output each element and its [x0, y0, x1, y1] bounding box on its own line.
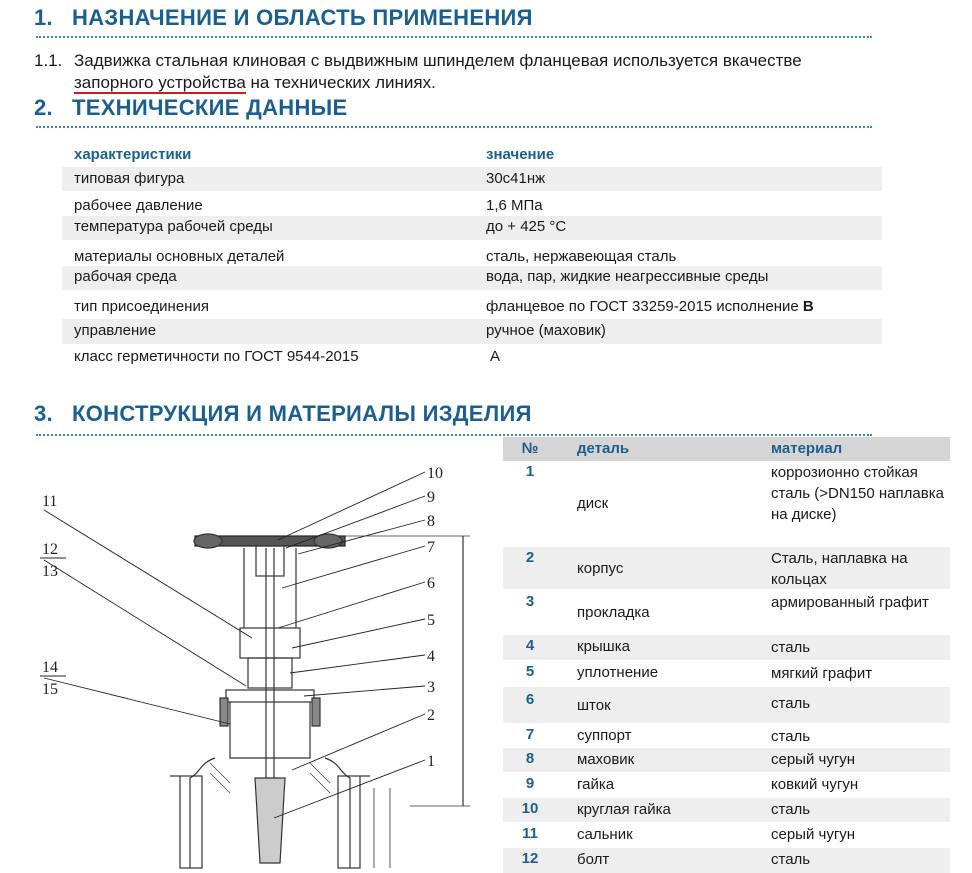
spec-row: рабочее давление 1,6 МПа	[74, 197, 543, 214]
callout-13: 13	[42, 563, 58, 580]
parts-row: 11 сальник серый чугун	[522, 825, 856, 843]
spec-row: типовая фигура 30с41нж	[62, 167, 882, 191]
parts-row: 12 болт сталь	[503, 848, 950, 873]
valve-drawing	[30, 458, 470, 873]
spec-row: класс герметичности по ГОСТ 9544-2015 А	[74, 348, 501, 365]
parts-row: 3 прокладка армированный графит	[525, 593, 929, 621]
callout-8: 8	[427, 513, 435, 530]
callout-1: 1	[427, 753, 435, 770]
purpose-paragraph: 1.1. Задвижка стальная клиновая с выдвижным шпинделем фланцевая используется вкачестве запорного устройства на технических линиях.	[34, 51, 802, 92]
callout-10: 10	[427, 465, 443, 482]
parts-row: 10 круглая гайка сталь	[503, 798, 950, 822]
parts-row: 1 диск коррозионно стойкая сталь (>DN150 наплавка на диске)	[525, 463, 944, 523]
callout-3: 3	[427, 679, 435, 696]
section-1-divider	[36, 36, 872, 38]
callout-5: 5	[427, 612, 435, 629]
parts-row: 8 маховик серый чугун	[503, 748, 950, 772]
callout-12: 12	[42, 541, 58, 558]
section-3-heading: 3. КОНСТРУКЦИЯ И МАТЕРИАЛЫ ИЗДЕЛИЯ	[34, 401, 532, 426]
section-2-heading: 2. ТЕХНИЧЕСКИЕ ДАННЫЕ	[34, 95, 348, 120]
parts-row: 9 гайка ковкий чугун	[525, 775, 859, 793]
callout-9: 9	[427, 489, 435, 506]
spec-row: управление ручное (маховик)	[62, 319, 882, 344]
section-1-heading: 1. НАЗНАЧЕНИЕ И ОБЛАСТЬ ПРИМЕНЕНИЯ	[34, 5, 533, 30]
section-3-divider	[36, 434, 872, 436]
spec-row: температура рабочей среды до + 425 °С	[62, 216, 882, 240]
parts-row: 4 крышка сталь	[503, 635, 950, 660]
callout-14: 14	[42, 659, 58, 676]
spec-table-header: характеристики значение	[74, 146, 555, 163]
parts-row: 5 уплотнение мягкий графит	[525, 663, 873, 682]
parts-row: 2 корпус Сталь, наплавка на кольцах	[503, 547, 950, 589]
parts-row: 6 шток сталь	[503, 687, 950, 723]
callout-15: 15	[42, 681, 58, 698]
callout-6: 6	[427, 575, 435, 592]
spec-row: тип присоединения фланцевое по ГОСТ 33259-2015 исполнение В	[74, 298, 814, 315]
underlined-term: запорного устройства	[74, 73, 246, 92]
spec-row: рабочая среда вода, пар, жидкие неагрессивные среды	[62, 266, 882, 290]
callout-4: 4	[427, 648, 435, 665]
parts-row: 7 суппорт сталь	[525, 726, 811, 745]
parts-table-header: № деталь материал	[503, 437, 950, 461]
callout-7: 7	[427, 539, 435, 556]
callout-2: 2	[427, 707, 435, 724]
spec-row: материалы основных деталей сталь, нержавеющая сталь	[74, 248, 677, 265]
section-2-divider	[36, 126, 872, 128]
callout-11: 11	[42, 493, 58, 510]
